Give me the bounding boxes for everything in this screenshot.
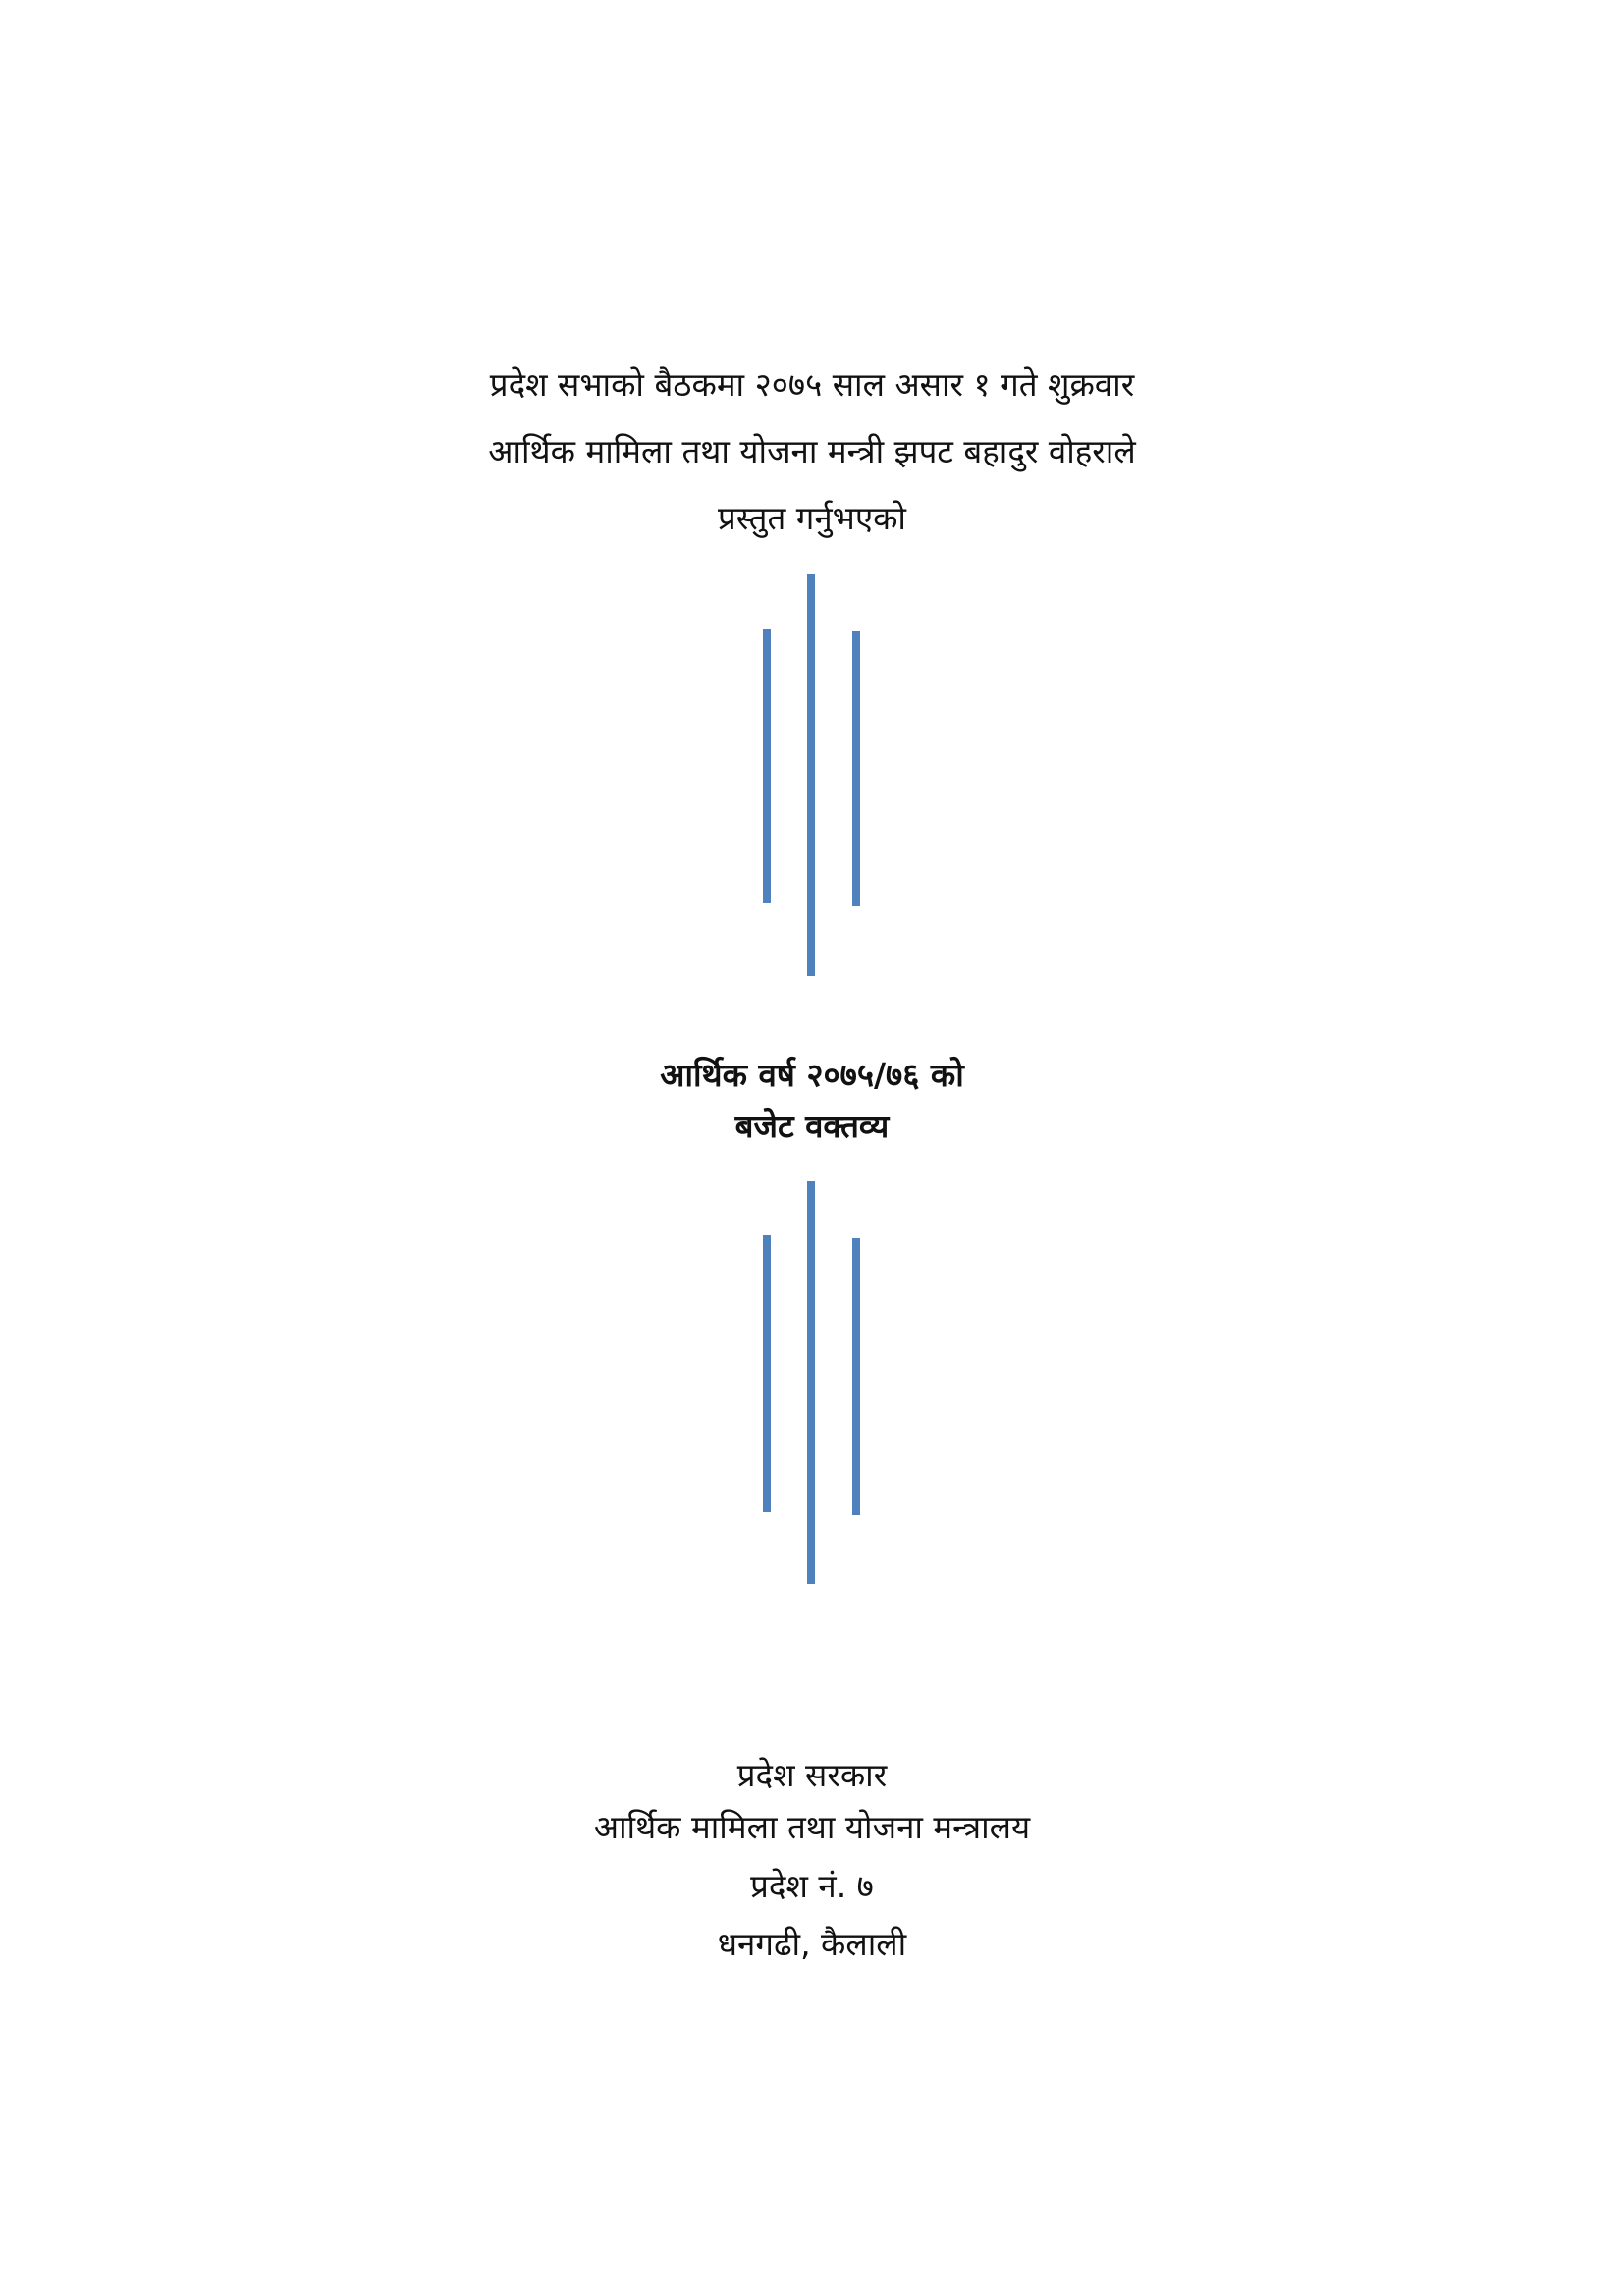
header-line-2: आर्थिक मामिला तथा योजना मन्त्री झपट बहादुर वोहराले [488,432,1136,470]
bar-left [763,629,771,903]
title-line-1: आर्थिक वर्ष २०७५/७६ को [660,1056,964,1094]
bar-left [763,1235,771,1512]
footer-line-3: प्रदेश नं. ७ [750,1867,874,1905]
footer-line-4: धनगढी, कैलाली [717,1925,907,1963]
bar-right [852,1238,860,1515]
header-line-3: प्रस्तुत गर्नुभएको [718,499,906,537]
footer-line-2: आर्थिक मामिला तथा योजना मन्त्रालय [593,1808,1031,1846]
footer-line-1: प्रदेश सरकार [736,1756,888,1794]
title-line-2: बजेट वक्तव्य [734,1107,890,1145]
header-line-1: प्रदेश सभाको बैठकमा २०७५ साल असार १ गते शुक्रवार [489,365,1135,404]
bar-right [852,631,860,906]
bar-center [807,1181,815,1584]
bar-center [807,574,815,976]
